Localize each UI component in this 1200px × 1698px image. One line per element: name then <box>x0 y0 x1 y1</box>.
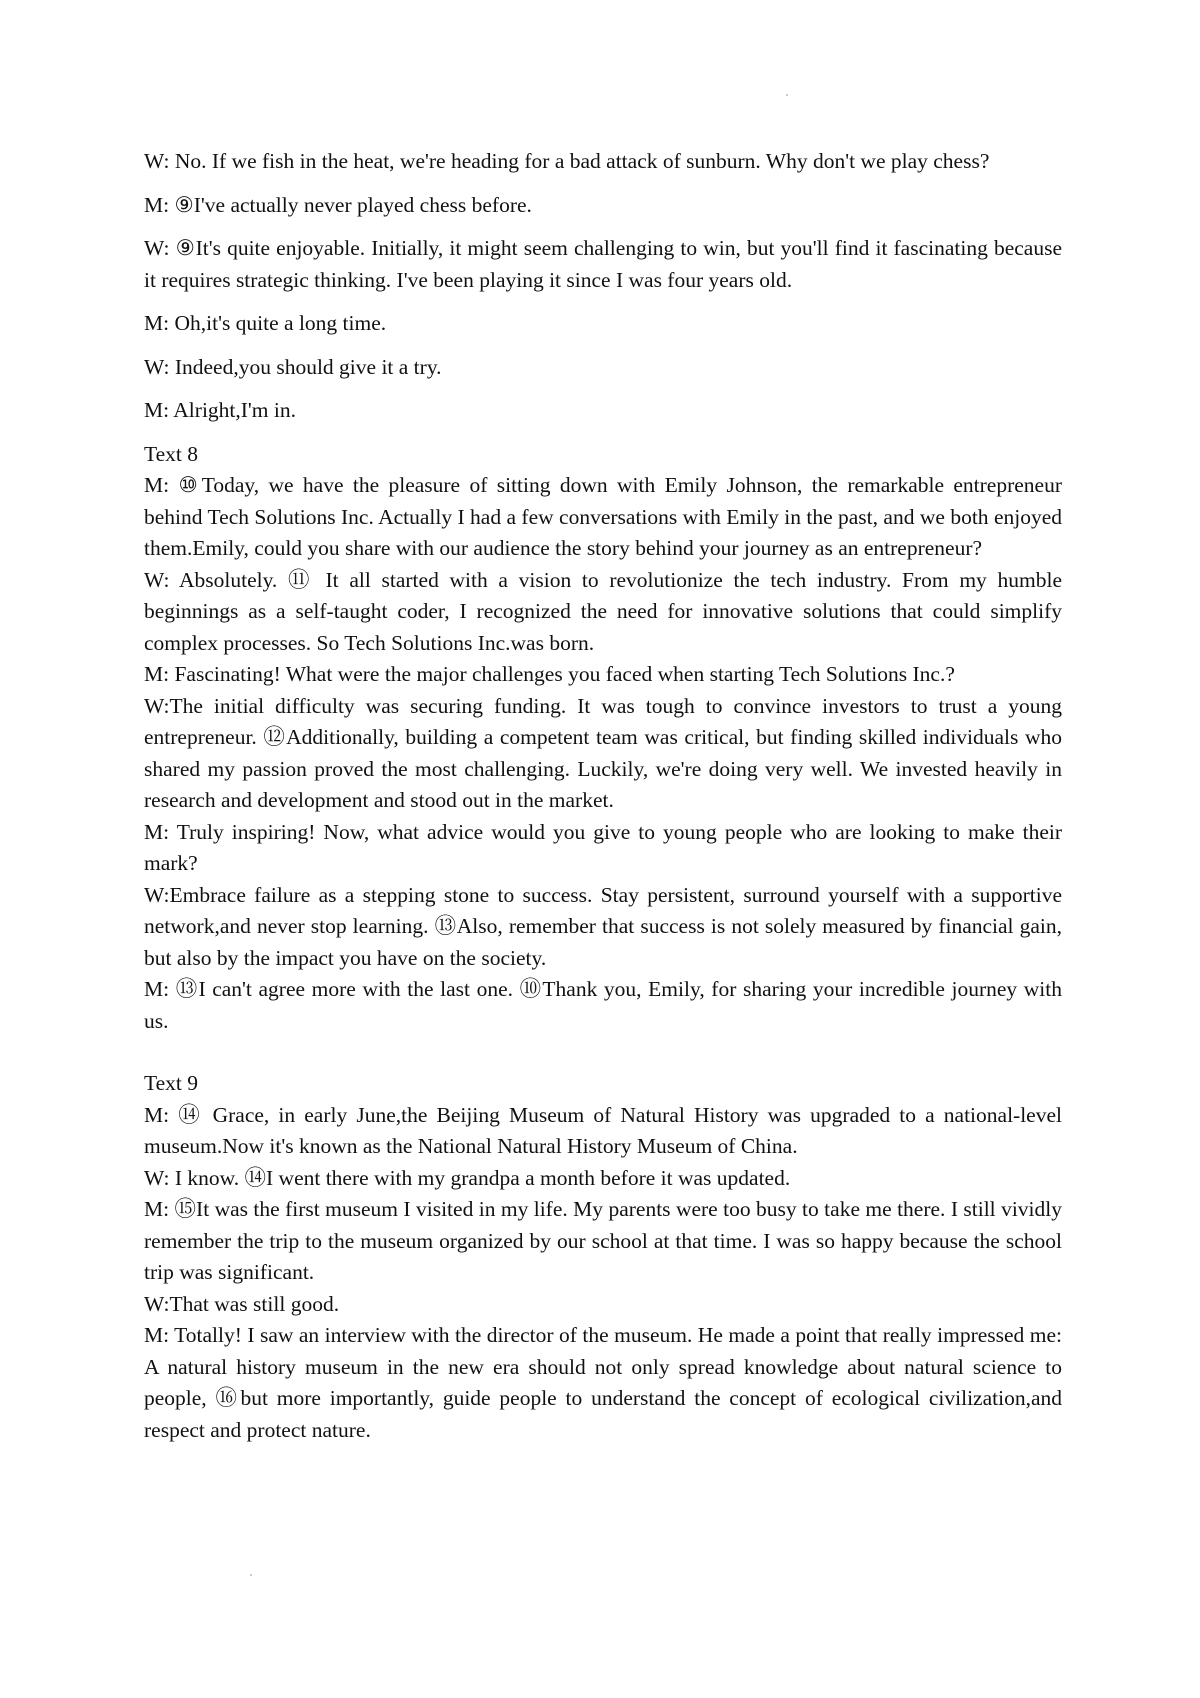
dialogue-line: M: ⑬I can't agree more with the last one. ⑩Thank you, Emily, for sharing your incredible journey with us. <box>144 977 1062 1033</box>
dialogue-line: W: No. If we fish in the heat, we're heading for a bad attack of sunburn. Why don't we play chess? <box>144 149 990 173</box>
text8-section <box>144 439 1062 1038</box>
dialogue-line: M: Fascinating! What were the major challenges you faced when starting Tech Solutions Inc.? <box>144 662 955 686</box>
dialogue-line: W:The initial difficulty was securing funding. It was tough to convince investors to trust a young entrepreneur. ⑫Additionally, building a competent team was critical, but finding skilled individuals who shared my passion proved the most challenging. Luckily, we're doing very well. We invested heavily in research and development and stood out in the market. <box>144 693 1062 812</box>
dialogue-line: M: ⑮It was the first museum I visited in my life. My parents were too busy to take me there. I still vividly remember the trip to the museum organized by our school at that time. I was so happy because the school trip was significant. <box>144 1197 1062 1284</box>
scan-speck <box>250 1574 252 1576</box>
section-heading: Text 9 <box>144 1071 199 1095</box>
dialogue-section-top <box>144 146 1062 427</box>
dialogue-line: W: I know. ⑭I went there with my grandpa a month before it was updated. <box>144 1165 791 1190</box>
dialogue-line: M: ⑨I've actually never played chess before. <box>144 192 532 217</box>
section-heading: Text 8 <box>144 441 199 466</box>
dialogue-line: M: Alright,I'm in. <box>144 398 296 422</box>
document-page <box>144 146 1062 1446</box>
dialogue-line: W: Indeed,you should give it a try. <box>144 354 442 379</box>
dialogue-line: M: ⑭ Grace, in early June,the Beijing Museum of Natural History was upgraded to a national-level museum.Now it's known as the National Natural History Museum of China. <box>144 1102 1062 1158</box>
dialogue-line: W: Absolutely. ⑪ It all started with a vision to revolutionize the tech industry. From my humble beginnings as a self-taught coder, I recognized the need for innovative solutions that could simplify complex processes. So Tech Solutions Inc.was born. <box>144 567 1062 655</box>
dialogue-line: W:Embrace failure as a stepping stone to success. Stay persistent, surround yourself with a supportive network,and never stop learning. ⑬Also, remember that success is not solely measured by financial gain, but also by the impact you have on the society. <box>144 882 1062 970</box>
dialogue-line: M: ⑩Today, we have the pleasure of sitting down with Emily Johnson, the remarkable entrepreneur behind Tech Solutions Inc. Actually I had a few conversations with Emily in the past, and we both enjoyed them.Emily, could you share with our audience the story behind your journey as an entrepreneur? <box>144 473 1062 560</box>
scan-speck <box>786 94 788 96</box>
dialogue-line: W:That was still good. <box>144 1291 340 1316</box>
dialogue-line: M: Truly inspiring! Now, what advice would you give to young people who are looking to make their mark? <box>144 819 1062 875</box>
dialogue-line: M: Totally! I saw an interview with the director of the museum. He made a point that really impressed me: A natural history museum in the new era should not only spread knowledge about natural science to people, ⑯but more importantly, guide people to understand the concept of ecological civilization,and respect and protect nature. <box>144 1323 1062 1442</box>
dialogue-line: W: ⑨It's quite enjoyable. Initially, it might seem challenging to win, but you'll find it fascinating because it requires strategic thinking. I've been playing it since I was four years old. <box>144 236 1062 292</box>
section-spacer <box>144 1037 1062 1068</box>
dialogue-line: M: Oh,it's quite a long time. <box>144 311 387 335</box>
text9-section <box>144 1068 1062 1446</box>
